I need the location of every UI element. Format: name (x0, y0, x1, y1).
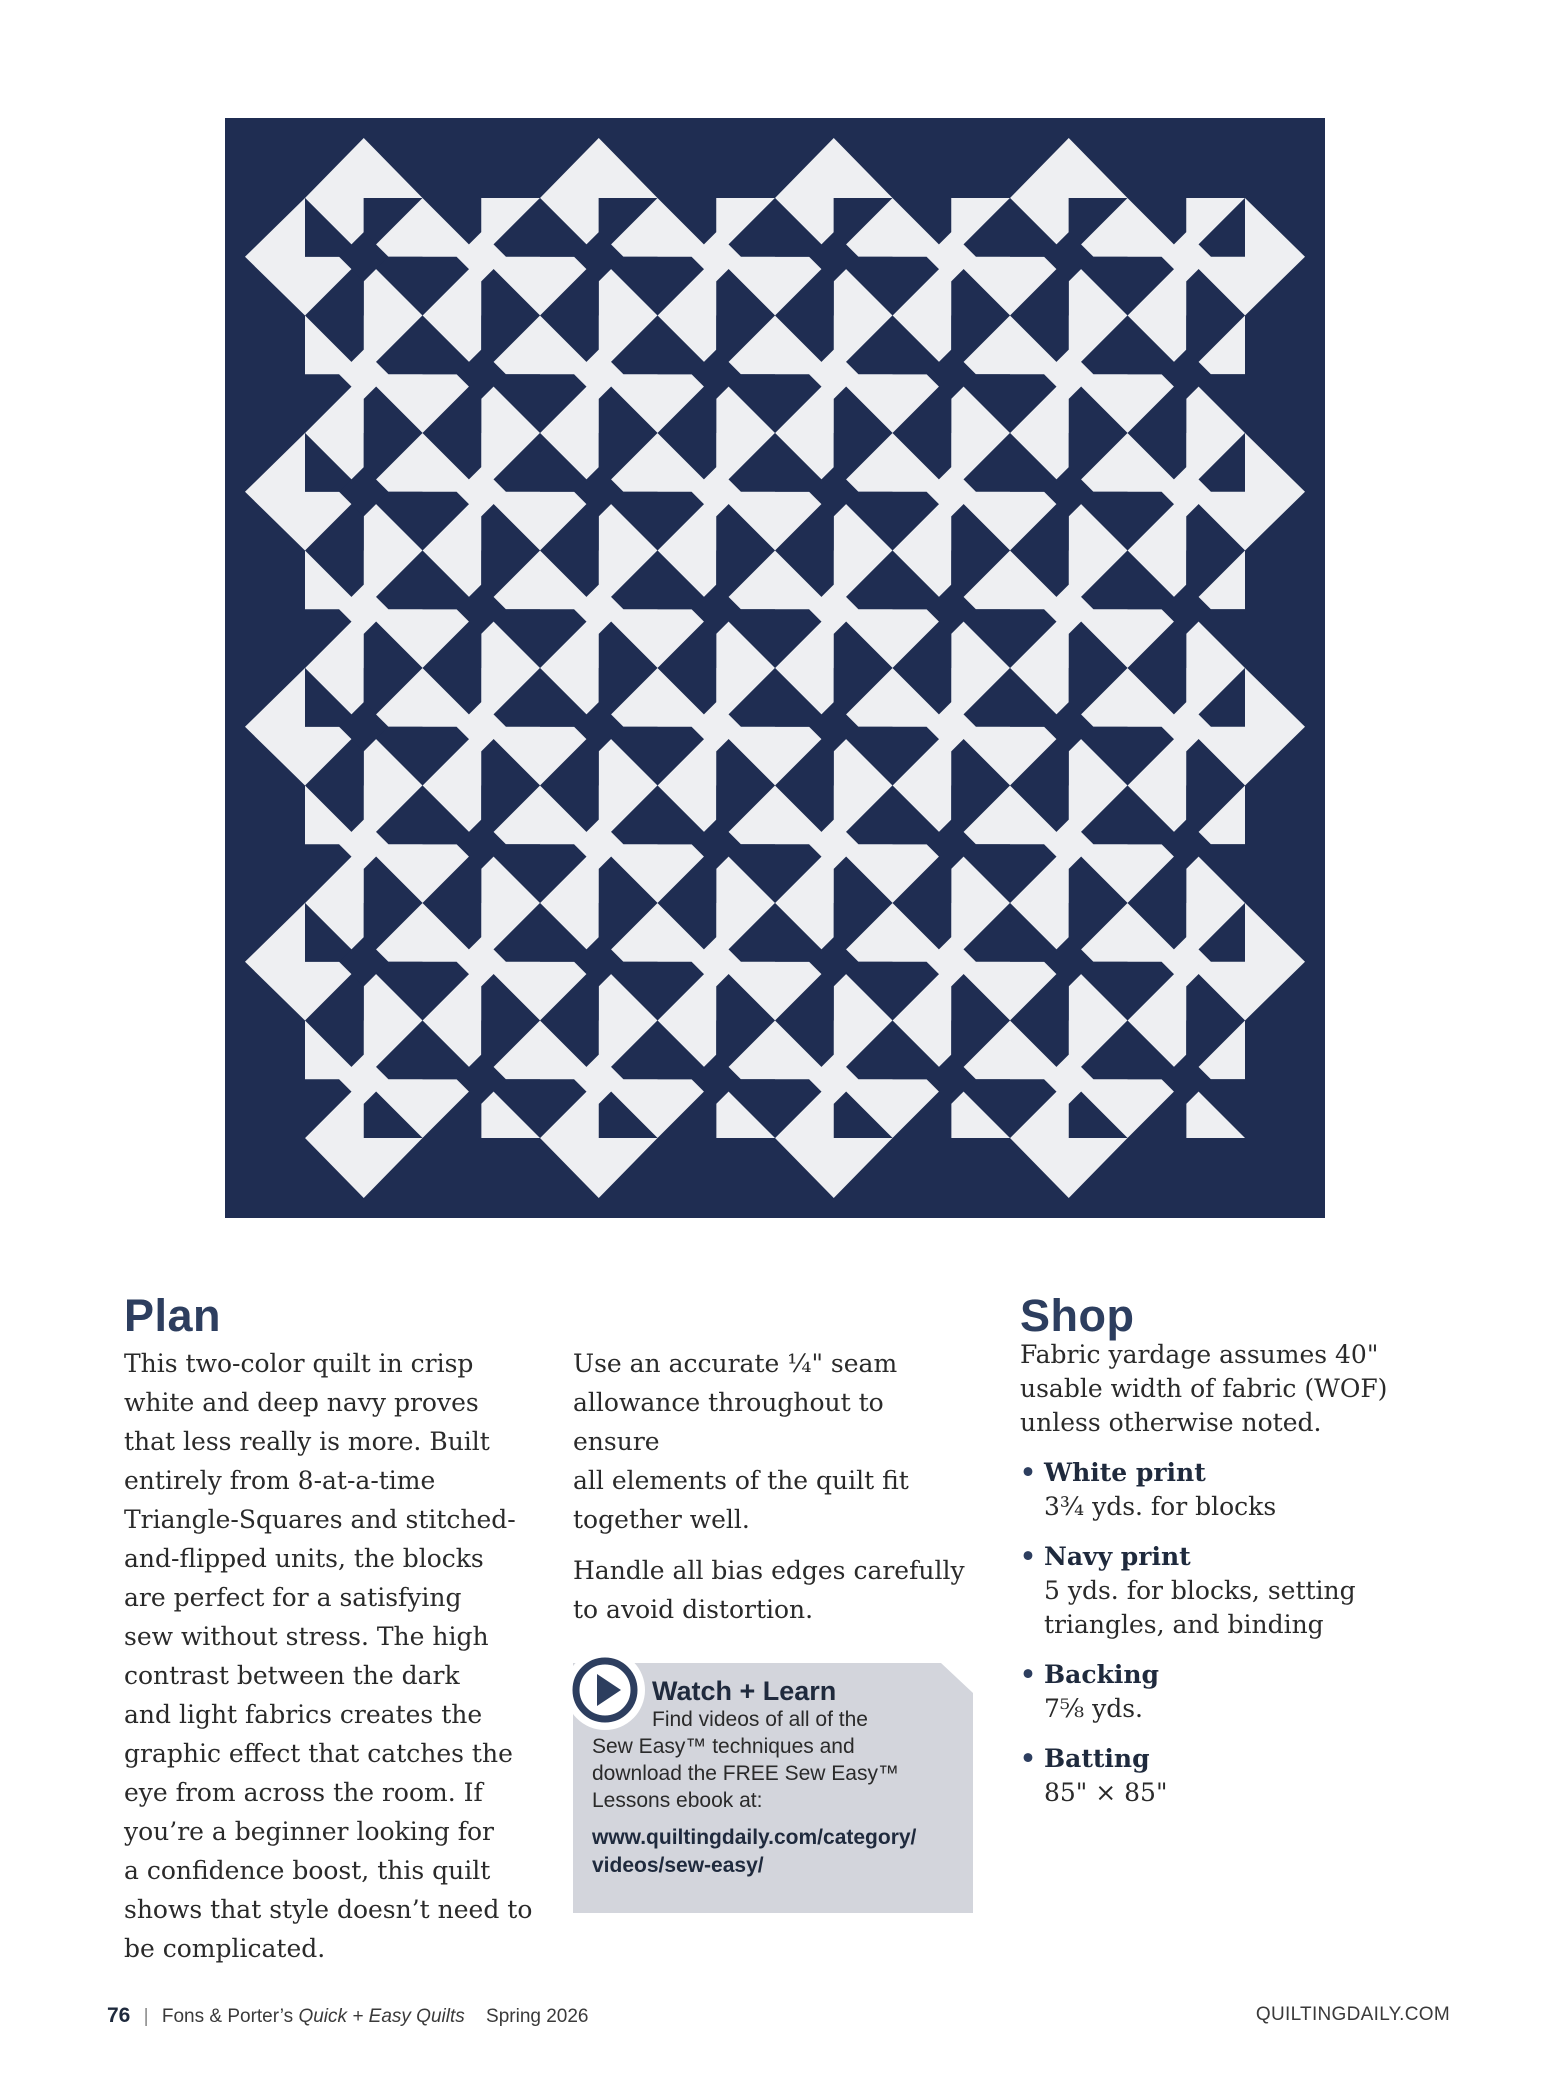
bias-note (573, 1551, 973, 1629)
seam-note-line: allowance throughout to ensure (573, 1388, 884, 1456)
shop-heading: Shop (1020, 1290, 1135, 1341)
bullet-icon: • (1020, 1660, 1036, 1689)
bullet-icon: • (1020, 1542, 1036, 1571)
watch-learn-link[interactable] (592, 1824, 962, 1880)
plan-line: and light fabrics creates the (124, 1700, 483, 1729)
bullet-icon: • (1020, 1744, 1036, 1773)
plan-heading: Plan (124, 1290, 222, 1341)
shop-item-detail: triangles, and binding (1044, 1610, 1324, 1639)
plan-line: entirely from 8-at-a-time (124, 1466, 436, 1495)
shop-item-detail: 7⅝ yds. (1044, 1694, 1143, 1723)
shop-intro-line: usable width of fabric (WOF) (1020, 1374, 1388, 1403)
plan-line: Triangle-Squares and stitched- (124, 1505, 516, 1534)
plan-line: white and deep navy proves (124, 1388, 479, 1417)
seam-allowance-notes (573, 1344, 973, 1641)
shop-intro (1020, 1338, 1400, 1440)
bias-note-line: to avoid distortion. (573, 1595, 814, 1624)
publication-title: Quick + Easy Quilts (298, 2006, 465, 2027)
bullet-icon: • (1020, 1458, 1036, 1487)
plan-line: a confidence boost, this quilt (124, 1856, 491, 1885)
plan-line: be complicated. (124, 1934, 326, 1963)
seam-note (573, 1344, 973, 1539)
plan-line: that less really is more. Built (124, 1427, 490, 1456)
shop-item-name: Navy print (1044, 1542, 1191, 1571)
plan-line: contrast between the dark (124, 1661, 460, 1690)
watch-desc-line: download the FREE Sew Easy™ (592, 1762, 899, 1785)
shop-item-name: Batting (1044, 1744, 1150, 1773)
watch-learn-title: Watch + Learn (652, 1676, 837, 1706)
watch-url-line[interactable]: videos/sew-easy/ (592, 1854, 764, 1877)
site-link[interactable]: QUILTINGDAILY.COM (1255, 2004, 1450, 2025)
shop-section (1020, 1338, 1400, 1826)
plan-line: you’re a beginner looking for (124, 1817, 495, 1846)
plan-line: sew without stress. The high (124, 1622, 489, 1651)
plan-body (124, 1344, 544, 1968)
shop-intro-line: Fabric yardage assumes 40" (1020, 1340, 1379, 1369)
issue-date: Spring 2026 (486, 2006, 589, 2027)
shop-item-batting (1020, 1742, 1400, 1810)
page-number: 76 (107, 2004, 131, 2027)
seam-note-line: all elements of the quilt fit (573, 1466, 909, 1495)
shop-item-white-print (1020, 1456, 1400, 1524)
shop-item-name: Backing (1044, 1660, 1160, 1689)
plan-line: This two-color quilt in crisp (124, 1349, 474, 1378)
plan-line: are perfect for a satisfying (124, 1583, 462, 1612)
bias-note-line: Handle all bias edges carefully (573, 1556, 965, 1585)
watch-learn-description (592, 1706, 952, 1814)
page-footer (107, 2004, 1450, 2028)
shop-item-name: White print (1044, 1458, 1206, 1487)
shop-list (1020, 1456, 1400, 1810)
watch-desc-line: Sew Easy™ techniques and (592, 1735, 855, 1758)
watch-desc-line: Find videos of all of the (652, 1708, 868, 1731)
shop-item-detail: 5 yds. for blocks, setting (1044, 1576, 1356, 1605)
seam-note-line: together well. (573, 1505, 750, 1534)
publication-name-prefix: Fons & Porter’s (161, 2006, 294, 2027)
quilt-image (225, 118, 1325, 1218)
plan-line: eye from across the room. If (124, 1778, 483, 1807)
shop-item-navy-print (1020, 1540, 1400, 1642)
footer-divider: | (143, 2006, 149, 2027)
shop-item-detail: 3¾ yds. for blocks (1044, 1492, 1277, 1521)
shop-intro-line: unless otherwise noted. (1020, 1408, 1322, 1437)
plan-line: graphic effect that catches the (124, 1739, 513, 1768)
watch-url-line[interactable]: www.quiltingdaily.com/category/ (592, 1826, 917, 1849)
plan-line: and-flipped units, the blocks (124, 1544, 484, 1573)
quilt-pattern-svg (225, 118, 1325, 1218)
watch-desc-line: Lessons ebook at: (592, 1789, 763, 1812)
seam-note-line: Use an accurate ¼" seam (573, 1349, 898, 1378)
shop-item-backing (1020, 1658, 1400, 1726)
plan-line: shows that style doesn’t need to (124, 1895, 533, 1924)
shop-item-detail: 85" × 85" (1044, 1778, 1168, 1807)
